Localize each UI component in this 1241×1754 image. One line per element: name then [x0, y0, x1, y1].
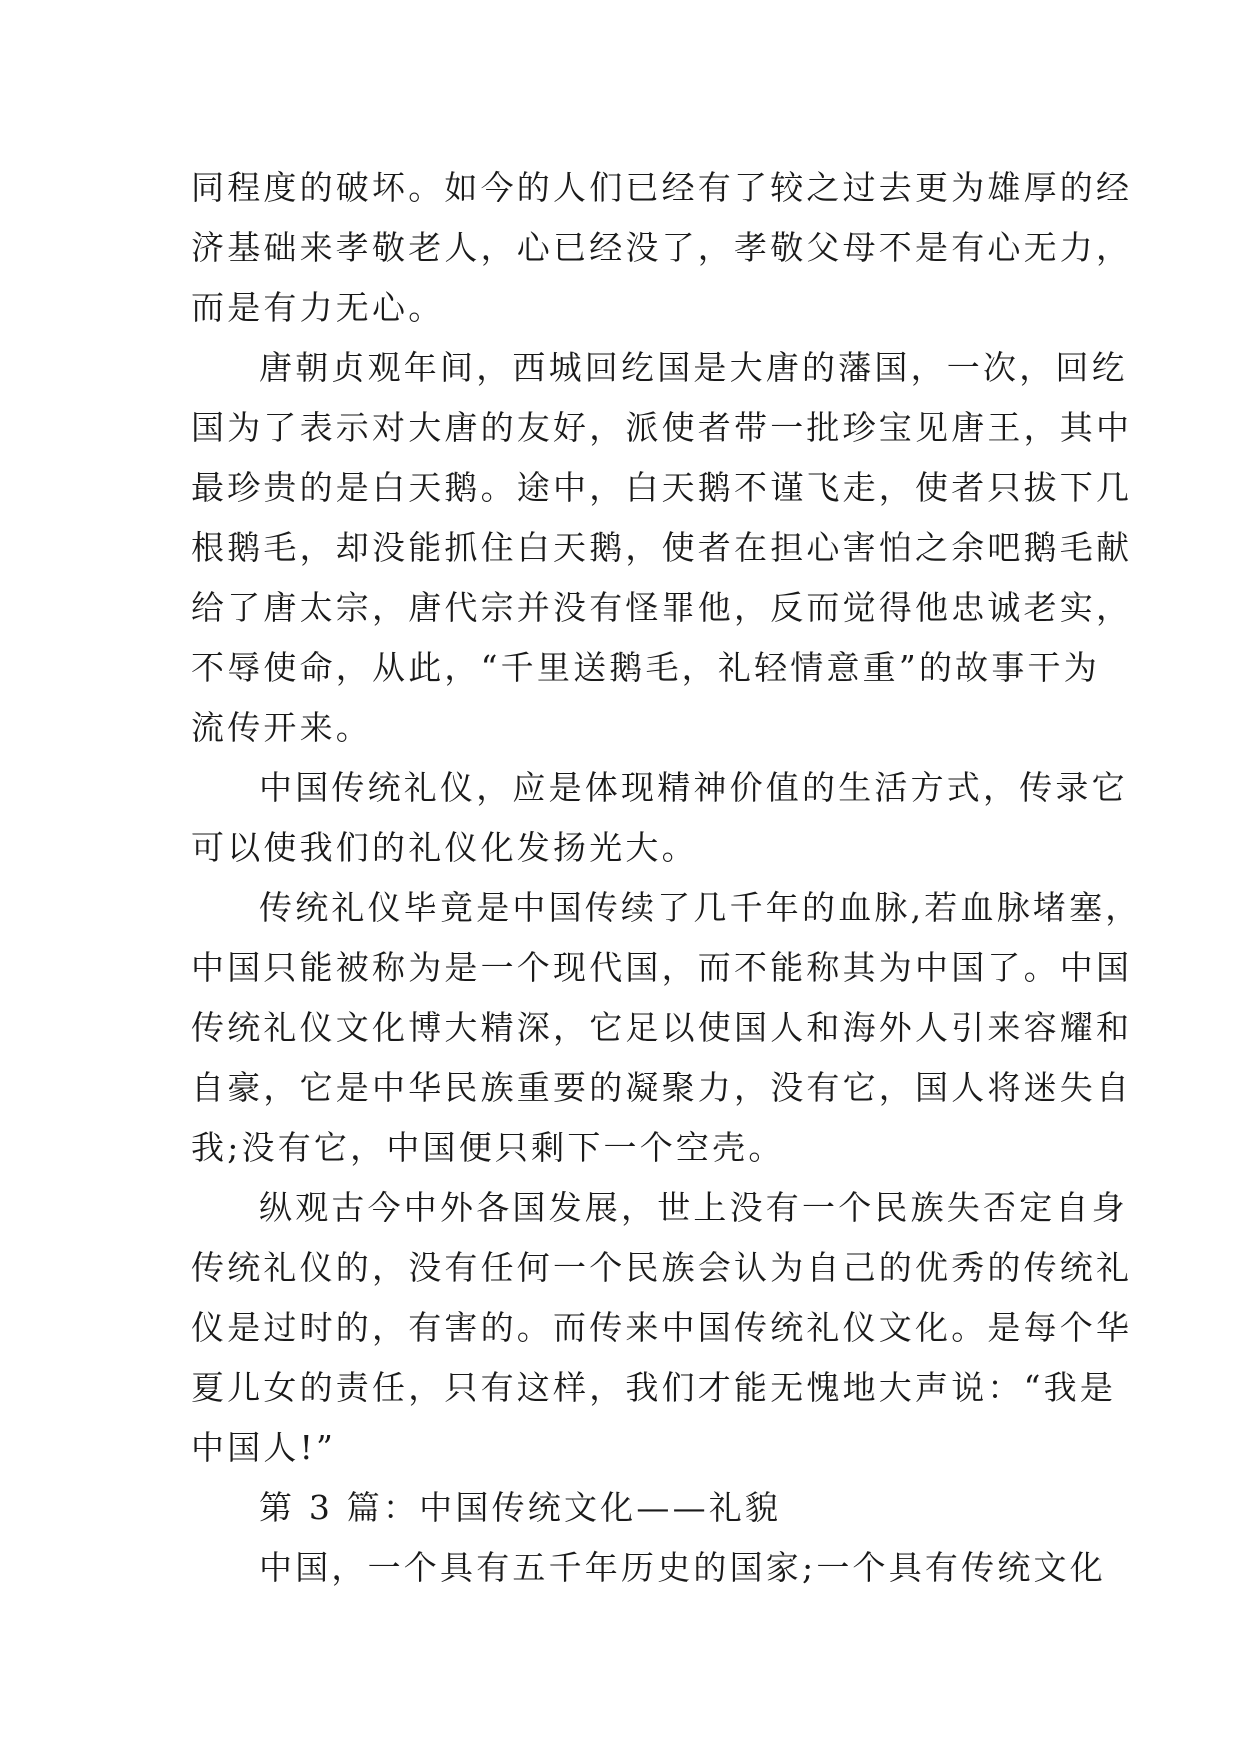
section-heading: 第 3 篇：中国传统文化——礼貌	[259, 1488, 782, 1527]
text-line: 中国人!”	[191, 1428, 337, 1467]
text-line: 可以使我们的礼仪化发扬光大。	[191, 828, 698, 867]
paragraph-start-line: 唐朝贞观年间，西城回纥国是大唐的藩国，一次，回纥	[259, 348, 1128, 387]
text-line: 不辱使命，从此，“千里送鹅毛，礼轻情意重”的故事干为	[191, 648, 1100, 687]
paragraph-start-line: 纵观古今中外各国发展，世上没有一个民族失否定自身	[259, 1188, 1128, 1227]
text-line: 国为了表示对大唐的友好，派使者带一批珍宝见唐王，其中	[191, 408, 1133, 447]
text-line: 传统礼仪的，没有任何一个民族会认为自己的优秀的传统礼	[191, 1248, 1133, 1287]
text-line: 流传开来。	[191, 708, 372, 747]
text-line: 根鹅毛，却没能抓住白天鹅，使者在担心害怕之余吧鹅毛献	[191, 528, 1133, 567]
text-line: 仪是过时的，有害的。而传来中国传统礼仪文化。是每个华	[191, 1308, 1133, 1347]
text-line: 最珍贵的是白天鹅。途中，白天鹅不谨飞走，使者只拔下几	[191, 468, 1133, 507]
text-line: 传统礼仪文化博大精深，它足以使国人和海外人引来容耀和	[191, 1008, 1133, 1047]
text-line: 给了唐太宗，唐代宗并没有怪罪他，反而觉得他忠诚老实，	[191, 588, 1133, 627]
text-line: 而是有力无心。	[191, 288, 445, 327]
text-line: 自豪，它是中华民族重要的凝聚力，没有它，国人将迷失自	[191, 1068, 1133, 1107]
text-line: 济基础来孝敬老人，心已经没了，孝敬父母不是有心无力，	[191, 228, 1133, 267]
text-line: 我;没有它，中国便只剩下一个空壳。	[191, 1128, 785, 1167]
body-text	[191, 158, 1142, 1598]
paragraph-start-line: 传统礼仪毕竟是中国传续了几千年的血脉,若血脉堵塞，	[259, 888, 1142, 927]
text-line: 中国只能被称为是一个现代国，而不能称其为中国了。中国	[191, 948, 1133, 987]
paragraph-start-line: 中国传统礼仪，应是体现精神价值的生活方式，传录它	[259, 768, 1128, 807]
paragraph-start-line: 中国，一个具有五千年历史的国家;一个具有传统文化	[259, 1548, 1106, 1587]
text-line: 同程度的破坏。如今的人们已经有了较之过去更为雄厚的经	[191, 168, 1133, 207]
text-line: 夏儿女的责任，只有这样，我们才能无愧地大声说：“我是	[191, 1368, 1117, 1407]
